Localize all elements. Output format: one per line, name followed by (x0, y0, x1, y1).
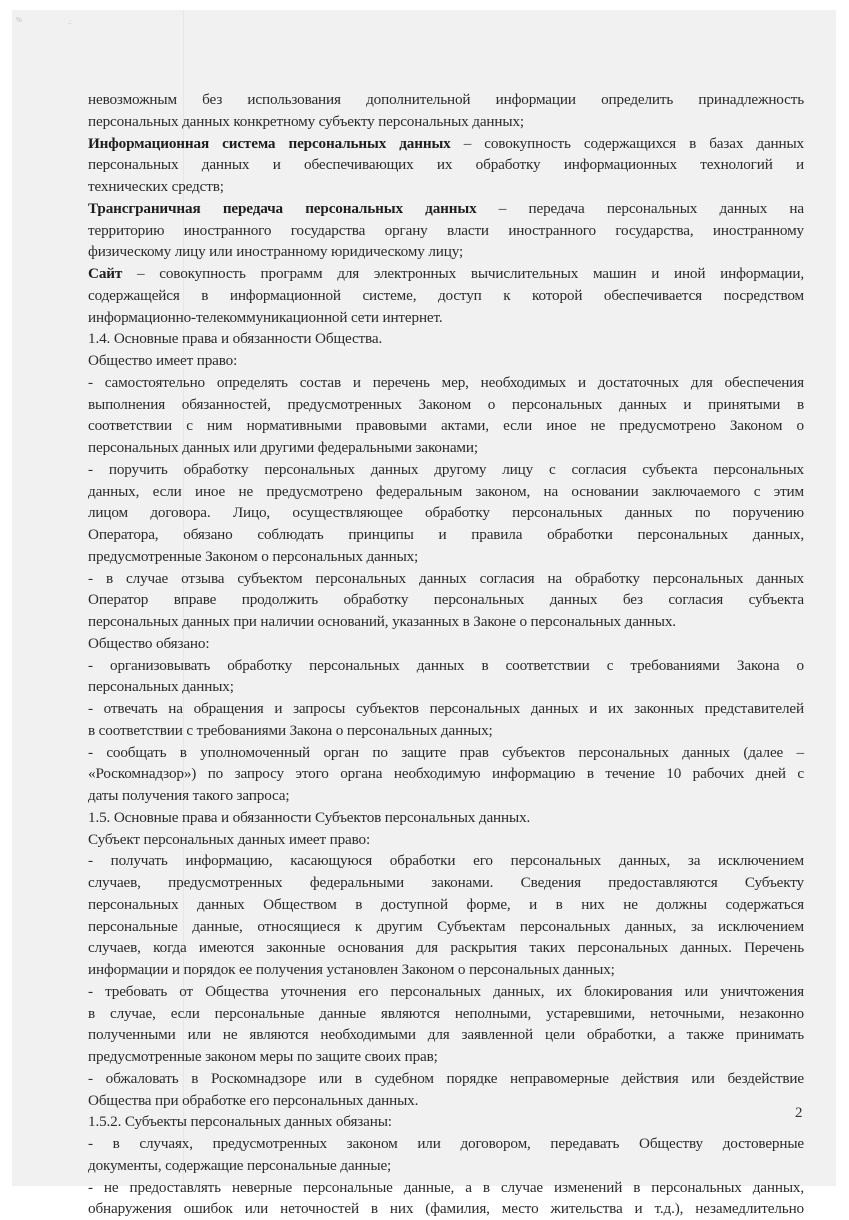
line-text: - обжаловать в Роскомнадзоре или в судебном порядке неправомерные действия или бездействие (88, 1069, 804, 1087)
line-text: – совокупность содержащихся в базах данных (450, 134, 804, 152)
line-text: Оператор вправе продолжить обработку персональных данных без согласия субъекта (88, 591, 804, 609)
defined-term: Информационная система персональных данных (88, 134, 451, 152)
line-text: в соответствии с требованиями Закона о персональных данных; (88, 721, 493, 739)
line-text: случаев, когда имеются законные основания для раскрытия таких персональных данных. Перечень (88, 939, 804, 957)
line-text: содержащейся в информационной системе, доступ к которой обеспечивается посредством (88, 286, 804, 304)
defined-term: Трансграничная передача персональных данных (88, 199, 477, 217)
line-text: лицом договора. Лицо, осуществляющее обработку персональных данных по поручению (88, 504, 804, 522)
text-line (88, 1177, 804, 1199)
text-line (88, 742, 804, 764)
line-text: предусмотренные Законом о персональных данных; (88, 547, 419, 565)
line-text: - самостоятельно определять состав и перечень мер, необходимых и достаточных для обеспечения (88, 373, 804, 391)
text-line (88, 1068, 804, 1090)
line-text: - в случае отзыва субъектом персональных данных согласия на обработку персональных данных (88, 569, 804, 587)
line-text: - отвечать на обращения и запросы субъектов персональных данных и их законных представителей (88, 700, 804, 717)
line-text: - в случаях, предусмотренных законом или договором, передавать Обществу достоверные (88, 1135, 804, 1152)
text-line (88, 589, 804, 611)
line-text: персональных данных Обществом в доступной форме, и в них не должны содержаться (88, 895, 804, 913)
text-line (88, 1046, 804, 1068)
line-text: 1.5. Основные права и обязанности Субъектов персональных данных. (88, 808, 531, 826)
text-line (88, 350, 804, 372)
line-text: предусмотренные законом меры по защите своих прав; (88, 1048, 438, 1065)
line-text: 1.4. Основные права и обязанности Общества. (88, 330, 383, 348)
text-line (88, 328, 804, 350)
line-text: Общества при обработке его персональных данных. (88, 1091, 419, 1109)
text-line (88, 1155, 804, 1177)
text-line (88, 1198, 804, 1220)
text-line (88, 307, 804, 329)
line-text: Субъект персональных данных имеет право: (88, 830, 371, 848)
line-text: Оператора, обязано соблюдать принципы и правила обработки персональных данных, (88, 526, 804, 543)
line-text: невозможным без использования дополнительной информации определить принадлежность (88, 91, 804, 108)
line-text: физическому лицу или иностранному юридическому лицу; (88, 243, 464, 261)
text-line (88, 655, 804, 677)
line-text: - организовывать обработку персональных данных в соответствии с требованиями Закона о (88, 656, 804, 674)
line-text: территорию иностранного государства органу власти иностранного государства, иностранному (88, 221, 804, 239)
text-line (88, 372, 804, 394)
line-text: Общество обязано: (88, 634, 210, 652)
line-text: соответствии с ним нормативными правовыми актами, если иное не предусмотрено Законом о (88, 417, 804, 435)
line-text: персональных данных или другими федеральными законами; (88, 439, 478, 456)
line-text: даты получения такого запроса; (88, 787, 290, 804)
line-text: информации и порядок ее получения установлен Законом о персональных данных; (88, 961, 615, 978)
line-text: данных, если иное не предусмотрено федеральным законом, на основании заключаемого с этим (88, 482, 804, 500)
text-line (88, 198, 804, 220)
text-line (88, 154, 804, 176)
text-line (88, 546, 804, 568)
text-line (88, 959, 804, 981)
line-text: технических средств; (88, 178, 224, 195)
text-line (88, 981, 804, 1003)
text-line (88, 524, 804, 546)
text-line (88, 872, 804, 894)
line-text: Общество имеет право: (88, 352, 238, 369)
text-line (88, 1003, 804, 1025)
text-line (88, 415, 804, 437)
line-text: персональных данных при наличии оснований, указанных в Законе о персональных данных. (88, 613, 676, 630)
text-line (88, 1024, 804, 1046)
line-text: - не предоставлять неверные персональные данные, а в случае изменений в персональных данных, (88, 1178, 804, 1196)
text-line (88, 763, 804, 785)
text-line (88, 1090, 804, 1112)
line-text: случаев, предусмотренных федеральными законами. Сведения предоставляются Субъекту (88, 874, 804, 891)
line-text: - сообщать в уполномоченный орган по защите прав субъектов персональных данных (далее – (88, 743, 804, 761)
text-line (88, 481, 804, 503)
line-text: 1.5.2. Субъекты персональных данных обязаны: (88, 1113, 392, 1131)
line-text: персональных данных конкретному субъекту персональных данных; (88, 112, 524, 130)
text-line (88, 850, 804, 872)
text-line (88, 111, 804, 133)
text-line (88, 394, 804, 416)
line-text: «Роскомнадзор») по запросу этого органа необходимую информацию в течение 10 рабочих дней с (88, 765, 804, 783)
text-line (88, 568, 804, 590)
line-text: выполнения обязанностей, предусмотренных Законом о персональных данных и принятыми в (88, 395, 804, 413)
text-line (88, 1133, 804, 1155)
line-text: - получать информацию, касающуюся обработки его персональных данных, за исключением (88, 852, 804, 870)
scan-mark: % (16, 16, 22, 24)
line-text: персональных данных; (88, 678, 234, 696)
text-line (88, 176, 804, 198)
text-line (88, 720, 804, 742)
text-line (88, 829, 804, 851)
text-line (88, 916, 804, 938)
text-line (88, 89, 804, 111)
line-text: - требовать от Общества уточнения его персональных данных, их блокирования или уничтожения (88, 982, 804, 1000)
text-line (88, 937, 804, 959)
line-text: в случае, если персональные данные являются неполными, устаревшими, неточными, незаконно (88, 1004, 804, 1022)
text-line (88, 785, 804, 807)
line-text: полученными или не являются необходимыми для заявленной цели обработки, а также принимать (88, 1026, 804, 1044)
text-line (88, 437, 804, 459)
text-line (88, 220, 804, 242)
text-line (88, 285, 804, 307)
text-line (88, 1111, 804, 1133)
text-line (88, 633, 804, 655)
text-line (88, 263, 804, 285)
defined-term: Сайт (88, 265, 123, 282)
text-line (88, 676, 804, 698)
line-text: персональные данные, относящиеся к другим Субъектам персональных данных, за исключением (88, 917, 804, 935)
text-line (88, 698, 804, 720)
text-line (88, 241, 804, 263)
document-body (88, 89, 804, 1220)
line-text: документы, содержащие персональные данные; (88, 1156, 392, 1174)
text-line (88, 459, 804, 481)
line-text: - поручить обработку персональных данных другому лицу с согласия субъекта персональных (88, 460, 804, 478)
text-line (88, 807, 804, 829)
line-text: – передача персональных данных на (476, 199, 804, 217)
line-text: информационно-телекоммуникационной сети интернет. (88, 308, 443, 326)
line-text: обнаружения ошибок или неточностей в них (фамилия, место жительства и т.д.), незамедлительно (88, 1200, 804, 1218)
text-line (88, 611, 804, 633)
text-line (88, 502, 804, 524)
scan-mark: .: (68, 18, 72, 26)
text-line (88, 133, 804, 155)
line-text: персональных данных и обеспечивающих их обработку информационных технологий и (88, 156, 804, 174)
text-line (88, 894, 804, 916)
line-text: – совокупность программ для электронных вычислительных машин и иной информации, (122, 265, 804, 282)
page-number: 2 (795, 1105, 803, 1121)
